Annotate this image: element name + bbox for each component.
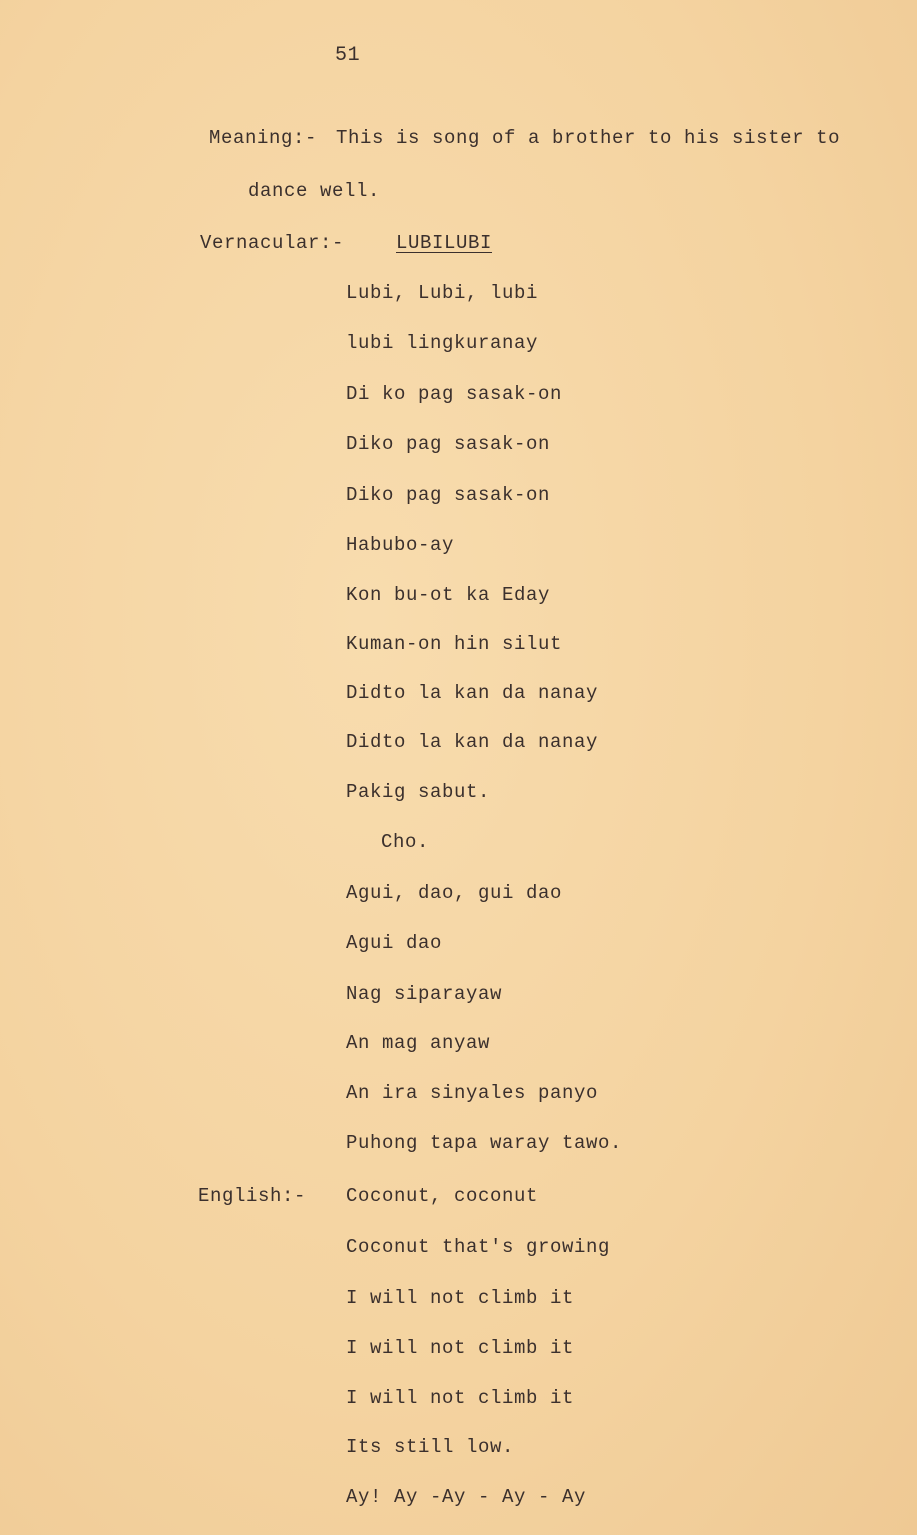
verse-line: Agui, dao, gui dao bbox=[346, 882, 563, 904]
verse-line: An mag anyaw bbox=[346, 1032, 491, 1054]
translation-line: Coconut, coconut bbox=[346, 1185, 539, 1207]
verse-line: Pakig sabut. bbox=[346, 781, 491, 803]
verse-line: Habubo-ay bbox=[346, 534, 455, 556]
verse-line: An ira sinyales panyo bbox=[346, 1082, 599, 1104]
verse-line: Didto la kan da nanay bbox=[346, 682, 599, 704]
vernacular-label: Vernacular:- bbox=[200, 232, 345, 254]
translation-line: Ay! Ay -Ay - Ay - Ay bbox=[346, 1486, 587, 1508]
verse-line: Di ko pag sasak-on bbox=[346, 383, 563, 405]
verse-line: Kon bu-ot ka Eday bbox=[346, 584, 551, 606]
verse-line: Kuman-on hin silut bbox=[346, 633, 563, 655]
page-number: 51 bbox=[335, 44, 361, 67]
translation-line: Coconut that's growing bbox=[346, 1236, 611, 1258]
verse-line: Lubi, Lubi, lubi bbox=[346, 282, 539, 304]
translation-line: I will not climb it bbox=[346, 1387, 575, 1409]
verse-line: Diko pag sasak-on bbox=[346, 433, 551, 455]
translation-line: I will not climb it bbox=[346, 1287, 575, 1309]
meaning-text-line1: This is song of a brother to his sister to bbox=[336, 127, 841, 149]
chorus-label: Cho. bbox=[381, 831, 430, 853]
verse-line: lubi lingkuranay bbox=[346, 332, 539, 354]
meaning-text-line2: dance well. bbox=[248, 180, 381, 202]
verse-line: Diko pag sasak-on bbox=[346, 484, 551, 506]
verse-line: Puhong tapa waray tawo. bbox=[346, 1132, 623, 1154]
verse-line: Nag siparayaw bbox=[346, 983, 503, 1005]
translation-line: Its still low. bbox=[346, 1436, 515, 1458]
verse-line: Agui dao bbox=[346, 932, 443, 954]
meaning-label: Meaning:- bbox=[209, 127, 318, 149]
verse-line: Didto la kan da nanay bbox=[346, 731, 599, 753]
translation-line: I will not climb it bbox=[346, 1337, 575, 1359]
english-label: English:- bbox=[198, 1185, 307, 1207]
song-title: LUBILUBI bbox=[396, 232, 493, 254]
